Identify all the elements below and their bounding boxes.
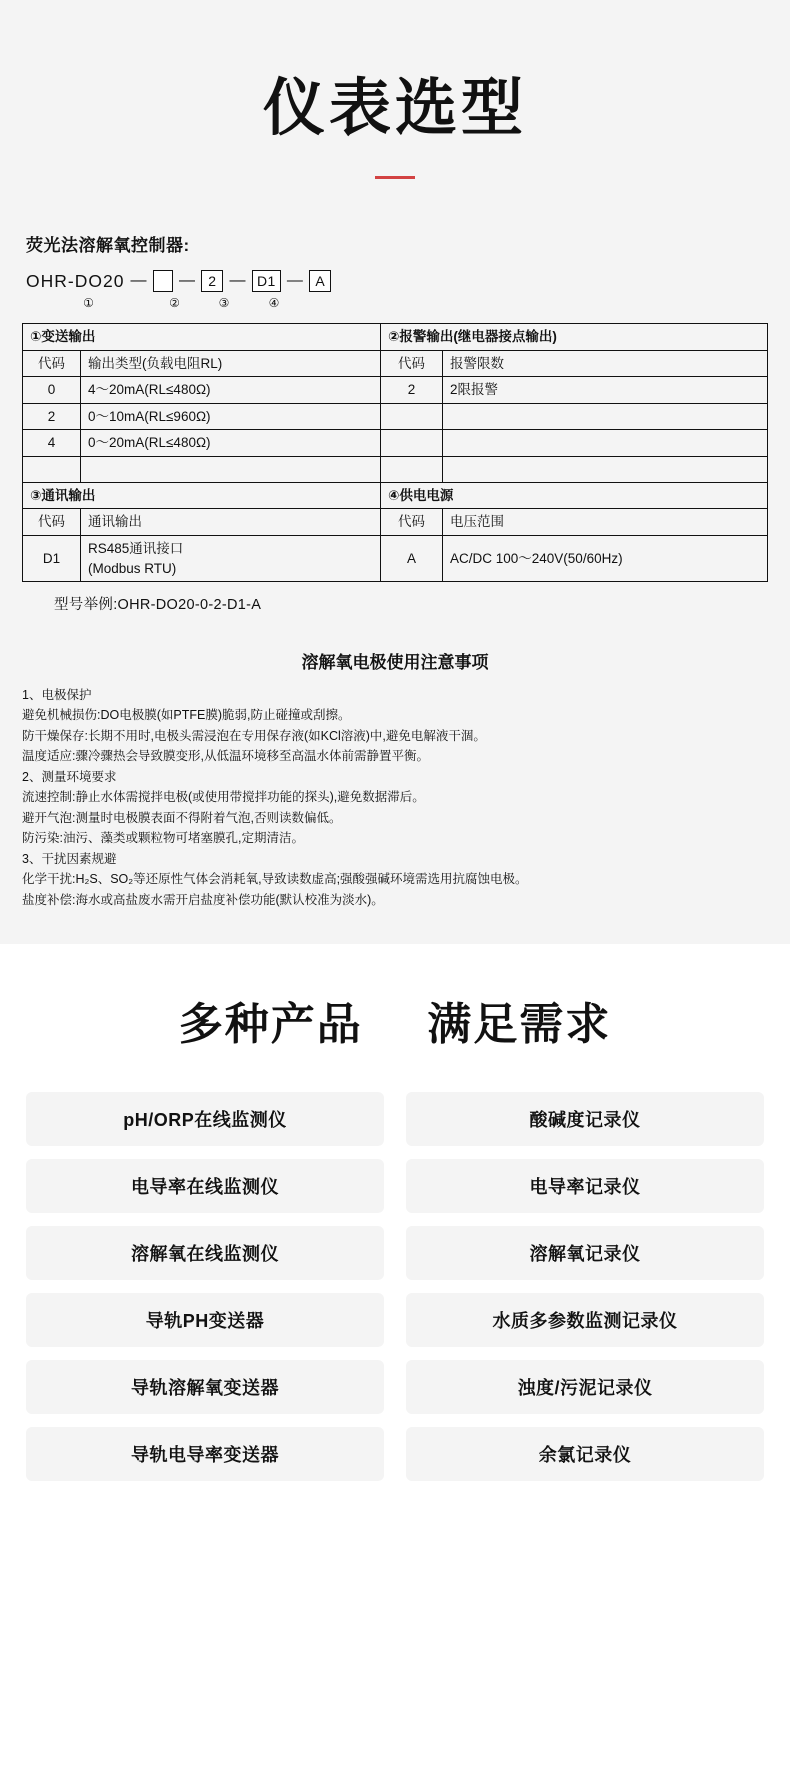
block1-header: ①变送输出	[23, 324, 381, 351]
products-section	[0, 944, 790, 1521]
block3-row1-desc-line1: RS485通讯接口	[88, 540, 184, 556]
block3-row1-code: D1	[23, 535, 81, 581]
table-row	[23, 430, 768, 457]
table-row	[23, 482, 768, 509]
selection-body	[0, 231, 790, 910]
table-row	[23, 535, 768, 581]
table-row	[23, 509, 768, 536]
block1-spacer-b	[81, 456, 381, 482]
block1-row2-desc: 0～10mA(RL≤960Ω)	[81, 403, 381, 430]
model-code-row	[26, 270, 768, 292]
note-line: 防污染:油污、藻类或颗粒物可堵塞膜孔,定期清洁。	[22, 830, 304, 845]
page-title: 仪表选型	[262, 74, 527, 143]
block1-col-desc: 输出类型(负载电阻RL)	[81, 350, 381, 377]
table-row	[23, 456, 768, 482]
block3-row1-desc	[81, 535, 381, 581]
product-item[interactable]: 导轨PH变送器	[26, 1293, 384, 1347]
product-item[interactable]: 酸碱度记录仪	[406, 1092, 764, 1146]
block1-row1-code: 0	[23, 377, 81, 404]
model-legend-1: ①	[83, 296, 94, 310]
model-base-code: OHR-DO20	[26, 270, 125, 291]
block3-col-desc: 通讯输出	[81, 509, 381, 536]
model-box-3: D1	[252, 270, 281, 292]
block4-row1-code: A	[381, 535, 443, 581]
block1-row3-desc: 0～20mA(RL≤480Ω)	[81, 430, 381, 457]
products-title-left: 多种产品	[178, 999, 363, 1049]
block4-header: ④供电电源	[381, 482, 768, 509]
block1-spacer-a	[23, 456, 81, 482]
model-box-2: 2	[201, 270, 223, 292]
block2-col-code: 代码	[381, 350, 443, 377]
block1-row2-code: 2	[23, 403, 81, 430]
table-row	[23, 324, 768, 351]
block2-row1-code: 2	[381, 377, 443, 404]
block2-filler-b	[443, 403, 768, 430]
model-legend-row	[26, 296, 768, 310]
block2-filler-d	[443, 430, 768, 457]
product-label: 荧光法溶解氧控制器:	[26, 236, 190, 255]
block4-row1-desc: AC/DC 100～240V(50/60Hz)	[443, 535, 768, 581]
block2-col-desc: 报警限数	[443, 350, 768, 377]
model-dash-2: —	[178, 272, 196, 289]
note-line: 避开气泡:测量时电极膜表面不得附着气泡,否则读数偏低。	[22, 810, 342, 825]
products-title	[0, 988, 790, 1052]
electrode-notes	[22, 648, 768, 910]
model-box-4: A	[309, 270, 331, 292]
model-box-1	[153, 270, 173, 292]
specification-table	[22, 323, 768, 582]
notes-heading: 溶解氧电极使用注意事项	[301, 653, 489, 673]
block1-col-code: 代码	[23, 350, 81, 377]
model-dash-3: —	[229, 272, 246, 289]
products-title-right: 满足需求	[427, 999, 612, 1049]
block1-row1-desc: 4～20mA(RL≤480Ω)	[81, 377, 381, 404]
note-line: 3、干扰因素规避	[22, 852, 117, 867]
block2-row1-desc: 2限报警	[443, 377, 768, 404]
block4-col-desc: 电压范围	[443, 509, 768, 536]
note-line: 温度适应:骤冷骤热会导致膜变形,从低温环境移至高温水体前需静置平衡。	[22, 748, 429, 763]
note-line: 化学干扰:H₂S、SO₂等还原性气体会消耗氧,导致读数虚高;强酸强碱环境需选用抗腐蚀电极。	[22, 872, 528, 887]
block3-header: ③通讯输出	[23, 482, 381, 509]
product-item[interactable]: 导轨电导率变送器	[26, 1427, 384, 1481]
product-item[interactable]: 溶解氧记录仪	[406, 1226, 764, 1280]
product-item[interactable]: 电导率记录仪	[406, 1159, 764, 1213]
model-dash-4: —	[286, 272, 304, 289]
block2-header: ②报警输出(继电器接点输出)	[381, 324, 768, 351]
model-dash-1: —	[130, 272, 147, 289]
block4-col-code: 代码	[381, 509, 443, 536]
product-item[interactable]: 导轨溶解氧变送器	[26, 1360, 384, 1414]
table-row	[23, 350, 768, 377]
product-item[interactable]: 电导率在线监测仪	[26, 1159, 384, 1213]
product-item[interactable]: 余氯记录仪	[406, 1427, 764, 1481]
block2-filler-e	[381, 456, 443, 482]
note-line: 流速控制:静止水体需搅拌电极(或使用带搅拌功能的探头),避免数据滞后。	[22, 790, 425, 805]
note-line: 2、测量环境要求	[22, 770, 117, 785]
model-legend-2: ②	[169, 296, 180, 310]
model-legend-4: ④	[268, 296, 280, 310]
block3-col-code: 代码	[23, 509, 81, 536]
title-divider	[375, 176, 415, 179]
product-item[interactable]: 溶解氧在线监测仪	[26, 1226, 384, 1280]
block2-filler-c	[381, 430, 443, 457]
product-item[interactable]: pH/ORP在线监测仪	[26, 1092, 384, 1146]
block1-row3-code: 4	[23, 430, 81, 457]
note-line: 防干燥保存:长期不用时,电极头需浸泡在专用保存液(如KCl溶液)中,避免电解液干涸。	[22, 728, 486, 743]
block3-row1-desc-line2: (Modbus RTU)	[88, 560, 177, 576]
table-row	[23, 403, 768, 430]
model-example: 型号举例:OHR-DO20-0-2-D1-A	[54, 597, 262, 614]
product-item[interactable]: 浊度/污泥记录仪	[406, 1360, 764, 1414]
model-legend-3: ③	[218, 296, 230, 310]
block2-filler-f	[443, 456, 768, 482]
product-item[interactable]: 水质多参数监测记录仪	[406, 1293, 764, 1347]
products-grid	[0, 1092, 790, 1481]
note-line: 1、电极保护	[22, 688, 92, 703]
note-line: 盐度补偿:海水或高盐废水需开启盐度补偿功能(默认校准为淡水)。	[22, 892, 384, 907]
block2-filler-a	[381, 403, 443, 430]
section-title-block	[0, 0, 790, 179]
table-row	[23, 377, 768, 404]
note-line: 避免机械损伤:DO电极膜(如PTFE膜)脆弱,防止碰撞或刮擦。	[22, 708, 351, 723]
